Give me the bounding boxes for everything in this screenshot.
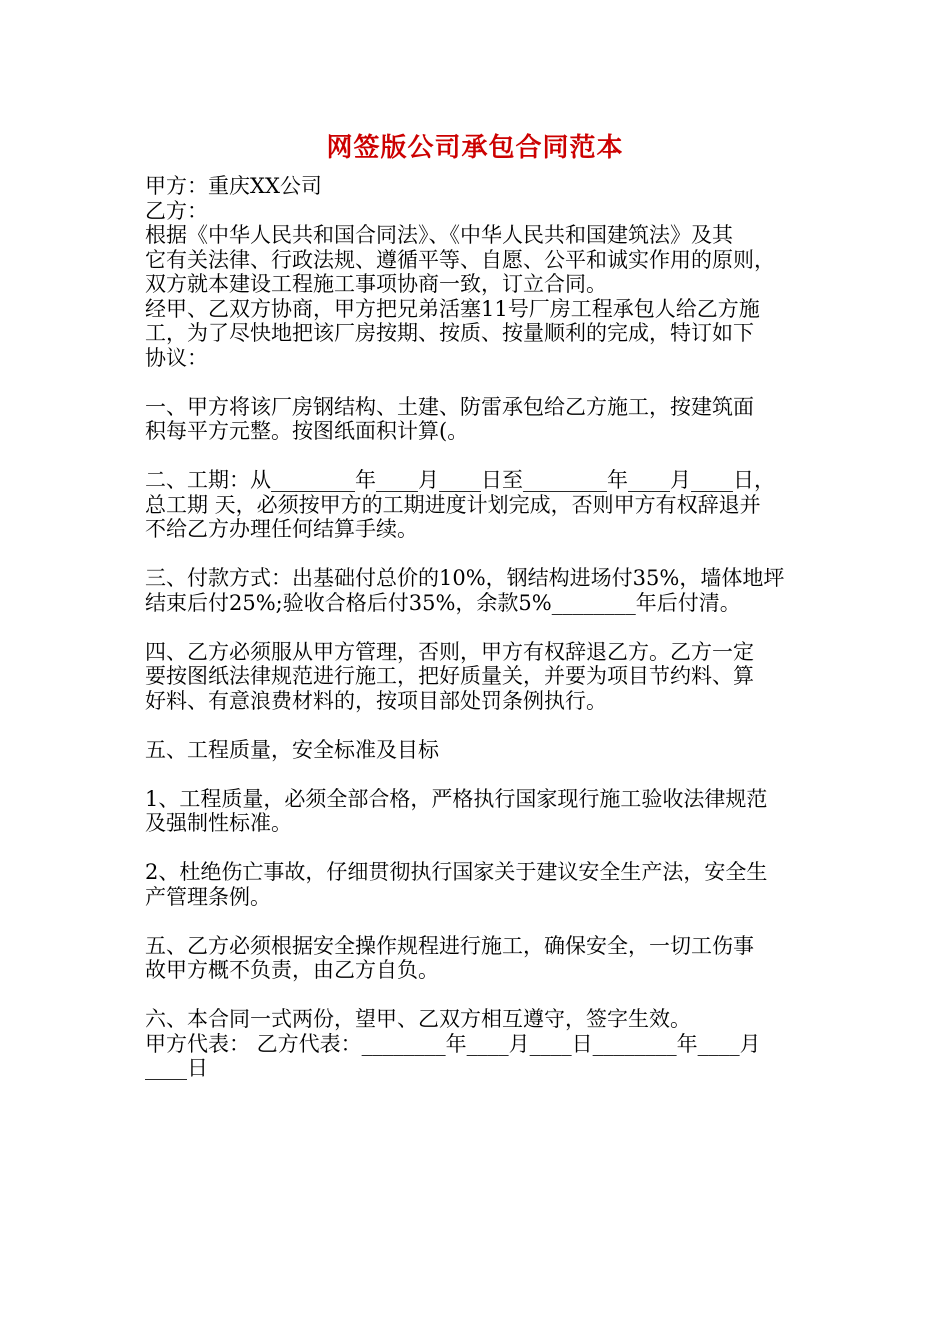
text-line: 乙方： (145, 198, 208, 223)
text-line: 一、甲方将该厂房钢结构、土建、防雷承包给乙方施工，按建筑面 (145, 394, 754, 419)
text-line: ____日 (145, 1056, 208, 1080)
paragraph-gap (145, 542, 815, 567)
text-line: 五、乙方必须根据安全操作规程进行施工，确保安全，一切工伤事 (145, 933, 754, 958)
text-line: 结束后付25%;验收合格后付35%，余款5%________年后付清。 (145, 590, 741, 615)
text-line: 根据《中华人民共和国合同法》、《中华人民共和国建筑法》及其 (145, 223, 733, 247)
document-title: 网签版公司承包合同范本 (326, 133, 624, 163)
text-line: 协议： (145, 345, 208, 370)
text-line: 五、工程质量，安全标准及目标 (145, 737, 439, 762)
text-line: 经甲、乙双方协商，甲方把兄弟活塞11号厂房工程承包人给乙方施 (145, 296, 760, 321)
text-line: 二、工期：从________年____月____日至________年____月____日， (145, 468, 775, 492)
text-line: 要按图纸法律规范进行施工，把好质量关，并要为项目节约料、算 (145, 664, 754, 688)
text-line: 不给乙方办理任何结算手续。 (145, 517, 418, 541)
text-line: 2、杜绝伤亡事故，仔细贯彻执行国家关于建议安全生产法，安全生 (145, 860, 768, 884)
paragraph-gap (145, 762, 815, 787)
paragraph-gap (145, 836, 815, 861)
text-line: 它有关法律、行政法规、遵循平等、自愿、公平和诚实作用的原则， (145, 247, 775, 272)
paragraph-gap (145, 713, 815, 738)
text-line: 故甲方概不负责，由乙方自负。 (145, 958, 439, 982)
text-line: 产管理条例。 (145, 884, 271, 909)
text-line: 1、工程质量，必须全部合格，严格执行国家现行施工验收法律规范 (145, 786, 768, 811)
text-line: 甲方代表： 乙方代表：________年____月____日________年____月 (145, 1031, 761, 1056)
text-line: 三、付款方式：出基础付总价的10%，钢结构进场付35%，墙体地坪 (145, 566, 785, 590)
text-line: 及强制性标准。 (145, 811, 292, 835)
text-line: 四、乙方必须服从甲方管理，否则，甲方有权辞退乙方。乙方一定 (145, 639, 754, 664)
text-line: 好料、有意浪费材料的，按项目部处罚条例执行。 (145, 688, 607, 713)
text-line: 甲方：重庆XX公司 (145, 174, 322, 198)
text-line: 积每平方元整。按图纸面积计算(。 (145, 419, 469, 443)
paragraph-gap (145, 983, 815, 1008)
paragraph-gap (145, 370, 815, 395)
text-line: 工，为了尽快地把该厂房按期、按质、按量顺利的完成，特订如下 (145, 321, 754, 345)
text-line: 双方就本建设工程施工事项协商一致，订立合同。 (145, 272, 607, 296)
text-line: 六、本合同一式两份，望甲、乙双方相互遵守，签字生效。 (145, 1007, 691, 1031)
paragraph-gap (145, 615, 815, 640)
paragraph-gap (145, 444, 815, 469)
paragraph-gap (145, 909, 815, 934)
contract-body (145, 174, 815, 1081)
text-line: 总工期 天，必须按甲方的工期进度计划完成，否则甲方有权辞退并 (145, 492, 761, 517)
